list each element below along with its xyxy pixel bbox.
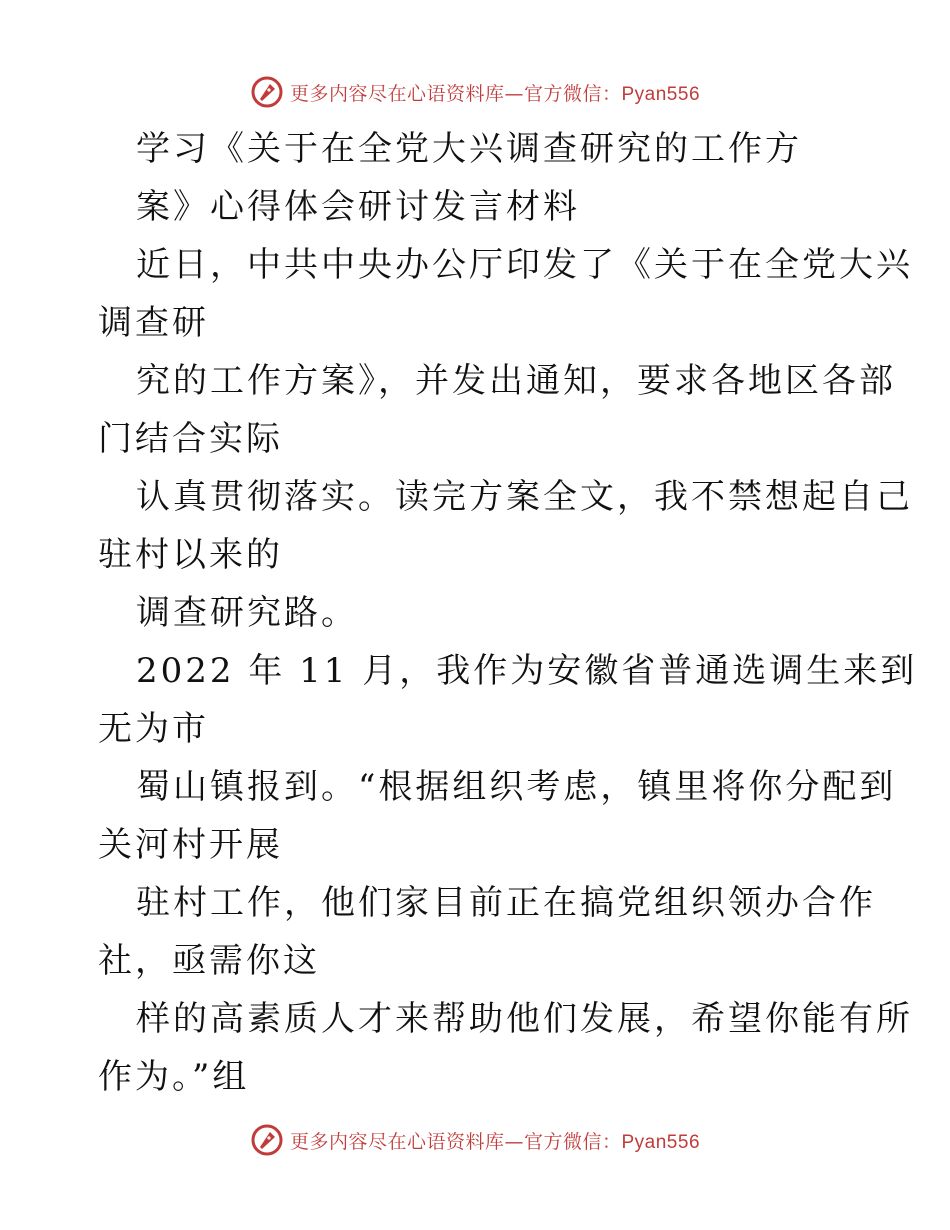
pen-nib-logo-icon <box>250 75 284 109</box>
watermark-text <box>290 1127 700 1154</box>
paragraph-line: 驻村工作，他们家目前正在搞党组织领办合作 <box>136 883 876 923</box>
footer-watermark <box>0 1118 950 1162</box>
paragraph-line: 调查研 <box>98 303 209 343</box>
paragraph-line: 究的工作方案》，并发出通知，要求各地区各部 <box>136 361 896 401</box>
document-title-line-2: 案》心得体会研讨发言材料 <box>136 187 580 227</box>
paragraph-line: 作为。”组 <box>98 1057 250 1097</box>
paragraph-line: 门结合实际 <box>98 419 283 459</box>
paragraph-line: 无为市 <box>98 709 209 749</box>
header-watermark <box>0 70 950 114</box>
paragraph-line: 近日，中共中央办公厅印发了《关于在全党大兴 <box>136 245 913 285</box>
watermark-text <box>290 79 700 106</box>
pen-nib-logo-icon <box>250 1123 284 1157</box>
paragraph-line: 样的高素质人才来帮助他们发展，希望你能有所 <box>136 999 913 1039</box>
document-title-line-1: 学习《关于在全党大兴调查研究的工作方 <box>136 129 802 169</box>
watermark-main-text: 更多内容尽在心语资料库—官方微信： <box>289 82 622 105</box>
watermark-wechat-id: Pyan556 <box>621 83 701 105</box>
watermark-wechat-id: Pyan556 <box>621 1131 701 1153</box>
paragraph-line: 关河村开展 <box>98 825 283 865</box>
paragraph-line: 2022 年 11 月，我作为安徽省普通选调生来到 <box>136 651 918 691</box>
paragraph-line: 认真贯彻落实。读完方案全文，我不禁想起自己 <box>136 477 913 517</box>
document-body <box>98 120 918 1106</box>
paragraph-line: 蜀山镇报到。“根据组织考虑，镇里将你分配到 <box>136 767 897 807</box>
paragraph-line: 驻村以来的 <box>98 535 283 575</box>
paragraph-line: 调查研究路。 <box>136 593 358 633</box>
paragraph-line: 社，亟需你这 <box>98 941 320 981</box>
watermark-main-text: 更多内容尽在心语资料库—官方微信： <box>289 1130 622 1153</box>
